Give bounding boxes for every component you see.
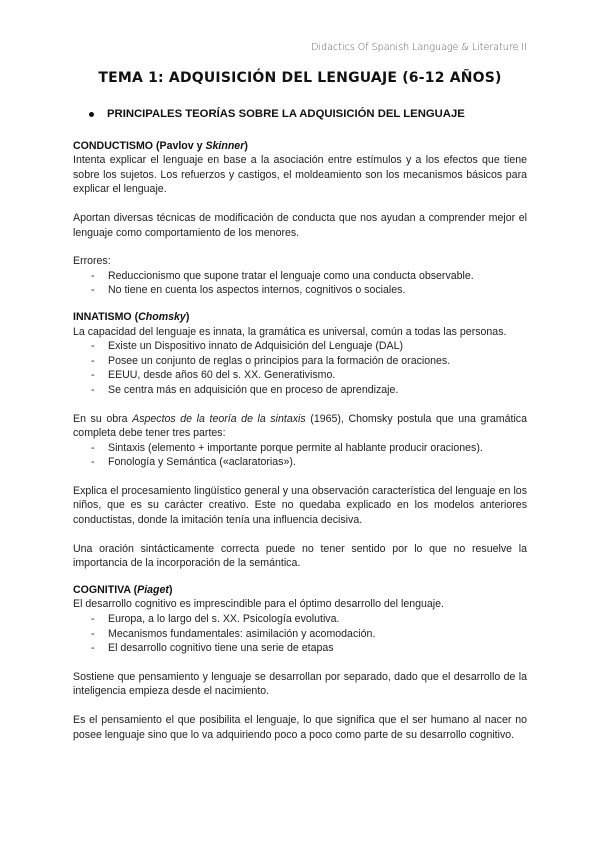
innatismo-list	[73, 339, 527, 397]
cognitiva-paragraph-2: Sostiene que pensamiento y lenguaje se desarrollan por separado, dado que el desarrollo de la inteligencia empieza desde el nacimiento.	[73, 670, 527, 698]
conductismo-title	[73, 139, 527, 154]
cognitiva-title-c: )	[168, 583, 173, 596]
list-item: - Existe un Dispositivo innato de Adquisición del Lenguaje (DAL)	[73, 339, 527, 354]
cognitiva-list	[73, 612, 527, 656]
list-item: - Mecanismos fundamentales: asimilación y acomodación.	[73, 627, 527, 642]
innatismo-title	[73, 310, 527, 325]
page-header: Didactics Of Spanish Language & Literature II	[311, 42, 527, 53]
section-heading	[73, 107, 527, 122]
errores-label: Errores:	[73, 255, 111, 268]
innatismo-p2-c: (1965), Chomsky postula que una gramática completa debe tener tres partes:	[73, 412, 527, 440]
list-item: - Posee un conjunto de reglas o principios para la formación de oraciones.	[73, 354, 527, 369]
list-item: - Europa, a lo largo del s. XX. Psicología evolutiva.	[73, 612, 527, 627]
conductismo-title-c: )	[244, 139, 248, 152]
bullet-dot-icon	[89, 112, 94, 117]
list-item: - Fonología y Semántica («aclaratorias»).	[73, 455, 527, 470]
cognitiva-paragraph-3: Es el pensamiento el que posibilita el lenguaje, lo que significa que el ser humano al nacer no posee lenguaje sino que lo va adquiriendo poco a poco como parte de su desarrollo cognitivo.	[73, 714, 527, 741]
list-item: - El desarrollo cognitivo tiene una serie de etapas	[73, 641, 527, 656]
cognitiva-paragraph-1: El desarrollo cognitivo es imprescindible para el óptimo desarrollo del lenguaje.	[73, 598, 444, 611]
page-title: TEMA 1: ADQUISICIÓN DEL LENGUAJE (6-12 AÑOS)	[98, 70, 502, 86]
innatismo-paragraph-4: Una oración sintácticamente correcta puede no tener sentido por lo que no resuelve la importancia de la incorporación de la semántica.	[73, 542, 527, 570]
section-heading-text: PRINCIPALES TEORÍAS SOBRE LA ADQUISICIÓN DEL LENGUAJE	[107, 108, 465, 120]
cognitiva-title-a: COGNITIVA (	[73, 583, 138, 596]
list-item: - EEUU, desde años 60 del s. XX. Generativismo.	[73, 368, 527, 383]
list-item: - Se centra más en adquisición que en proceso de aprendizaje.	[73, 383, 527, 398]
partes-list	[73, 441, 527, 470]
innatismo-paragraph-2	[73, 412, 527, 441]
list-item: - Sintaxis (elemento + importante porque permite al hablante producir oraciones).	[73, 441, 527, 456]
conductismo-title-b: Skinner	[205, 139, 245, 152]
innatismo-title-b: Chomsky	[138, 310, 186, 323]
innatismo-p2-a: En su obra	[73, 412, 133, 425]
cognitiva-title	[73, 583, 527, 598]
innatismo-title-c: )	[185, 310, 190, 323]
innatismo-paragraph-1: La capacidad del lenguaje es innata, la gramática es universal, común a todas las personas.	[73, 325, 507, 338]
conductismo-paragraph-1: Intenta explicar el lenguaje en base a la asociación entre estímulos y a los efectos que tiene sobre los sujetos. Los refuerzos y castigos, el moldeamiento son los mecanismos básicos para explicar el lenguaje.	[73, 154, 527, 196]
book-title: Aspectos de la teoría de la sintaxis	[132, 412, 306, 425]
innatismo-title-a: INNATISMO (	[73, 310, 139, 323]
list-item: - Reduccionismo que supone tratar el lenguaje como una conducta observable.	[73, 269, 527, 284]
errores-list	[73, 269, 527, 298]
conductismo-title-a: CONDUCTISMO (Pavlov y	[73, 139, 206, 152]
conductismo-paragraph-2: Aportan diversas técnicas de modificación de conducta que nos ayudan a comprender mejor el lenguaje como comportamiento de los menores.	[73, 211, 527, 239]
list-item: - No tiene en cuenta los aspectos internos, cognitivos o sociales.	[73, 283, 527, 298]
innatismo-paragraph-3: Explica el procesamiento lingüístico general y una observación característica del lenguaje en los niños, que es su carácter creativo. Este no quedaba explicado en los modelos anteriores conductistas, donde la imitación tenía una influencia decisiva.	[73, 484, 527, 527]
cognitiva-title-b: Piaget	[137, 583, 169, 596]
document-body	[73, 107, 527, 742]
